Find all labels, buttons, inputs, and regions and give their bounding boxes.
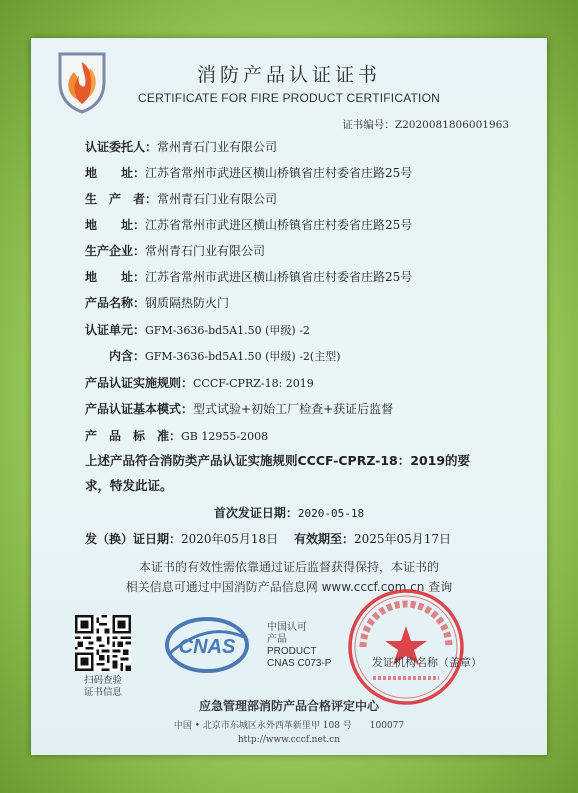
cert-number-label: 证书编号：	[342, 119, 395, 131]
issue-date-label: 发（换）证日期：	[85, 532, 182, 546]
notice-line-1: 本证书的有效性需依靠通过证后监督获得保持，本证书的	[138, 560, 439, 574]
certification-conclusion: 上述产品符合消防类产品认证实施规则CCCF-CPRZ-18：2019的要求，特发此证。	[85, 453, 471, 493]
cnas-line-1: 中国认可	[267, 622, 307, 633]
field-label: 地 址：	[85, 218, 146, 232]
field-value: GFM-3636-bd5A1.50 (甲级) -2	[145, 324, 310, 337]
field-label: 产品名称：	[85, 296, 146, 310]
field-row	[85, 400, 393, 417]
field-row	[85, 242, 265, 259]
cnas-line-2: 产品	[267, 634, 287, 645]
field-label: 地 址：	[85, 270, 146, 284]
seal-caption: 发证机构名称（盖章）	[372, 656, 482, 669]
cnas-line-3: PRODUCT	[267, 646, 317, 657]
expiry-date-value: 2025年05月17日	[353, 532, 452, 546]
field-value: 钢质隔热防火门	[145, 296, 230, 310]
field-label: 产 品 标 准：	[85, 429, 182, 443]
field-value: 常州青石门业有限公司	[145, 244, 266, 258]
field-row	[85, 374, 314, 391]
qr-code-icon	[75, 615, 131, 671]
cert-number-value: Z2020081806001963	[394, 119, 509, 131]
first-issue-value: 2020-05-18	[297, 507, 365, 520]
field-value: 型式试验+初始工厂检查+获证后监督	[193, 402, 394, 416]
field-label: 认证委托人：	[85, 140, 158, 154]
certificate-paper	[31, 38, 547, 755]
certificate-number	[342, 117, 509, 132]
field-row	[85, 347, 341, 364]
issue-date-value: 2020年05月18日	[181, 532, 279, 546]
field-row	[85, 321, 310, 338]
field-label: 生产企业：	[85, 244, 146, 258]
field-row	[85, 427, 268, 444]
qr-caption-line-1: 扫码查验	[83, 675, 122, 686]
qr-caption	[71, 675, 135, 699]
field-value: GB 12955-2008	[181, 430, 269, 443]
field-row	[85, 294, 229, 311]
organization-address: 中国 • 北京市东城区永外西革新里甲 108 号 100077	[173, 721, 405, 731]
field-value: 常州青石门业有限公司	[157, 192, 278, 206]
first-issue-label: 首次发证日期：	[213, 506, 298, 520]
field-label: 内含：	[85, 349, 146, 363]
field-label: 产品认证实施规则：	[85, 376, 194, 390]
field-value: 江苏省常州市武进区横山桥镇省庄村委省庄路25号	[145, 218, 413, 232]
issue-expiry-row	[85, 530, 451, 547]
field-row	[85, 164, 412, 181]
field-row	[85, 138, 277, 155]
certificate-title-en: CERTIFICATE FOR FIRE PRODUCT CERTIFICATION	[138, 91, 440, 105]
field-value: 江苏省常州市武进区横山桥镇省庄村委省庄路25号	[145, 270, 413, 284]
field-label: 认证单元：	[85, 323, 146, 337]
cnas-logo-icon	[164, 615, 250, 675]
certificate-title-cn: 消防产品认证证书	[196, 64, 381, 86]
field-row	[85, 268, 412, 285]
field-row	[85, 190, 277, 207]
cnas-line-4: CNAS C073-P	[267, 658, 332, 669]
cnas-accreditation-text	[267, 622, 331, 670]
field-label: 生 产 者：	[85, 192, 158, 206]
field-value: 常州青石门业有限公司	[157, 140, 278, 154]
official-red-seal-icon	[345, 586, 467, 708]
expiry-date-label: 有效期至：	[293, 532, 354, 546]
field-label: 地 址：	[85, 166, 146, 180]
organization-website: http://www.cccf.net.cn	[237, 735, 341, 745]
field-value: CCCF-CPRZ-18: 2019	[193, 377, 314, 390]
qr-caption-line-2: 证书信息	[83, 687, 122, 698]
field-row	[85, 216, 412, 233]
cnas-logo-text: CNAS	[178, 636, 236, 658]
field-label: 产品认证基本模式：	[85, 402, 194, 416]
notice-line-2: 相关信息可通过中国消防产品信息网 www.cccf.com.cn 查询	[125, 580, 453, 594]
issuing-organization: 应急管理部消防产品合格评定中心	[198, 699, 379, 713]
field-value: 江苏省常州市武进区横山桥镇省庄村委省庄路25号	[145, 166, 413, 180]
first-issue-date	[31, 504, 547, 521]
field-value: GFM-3636-bd5A1.50 (甲级) -2(主型)	[145, 350, 341, 363]
